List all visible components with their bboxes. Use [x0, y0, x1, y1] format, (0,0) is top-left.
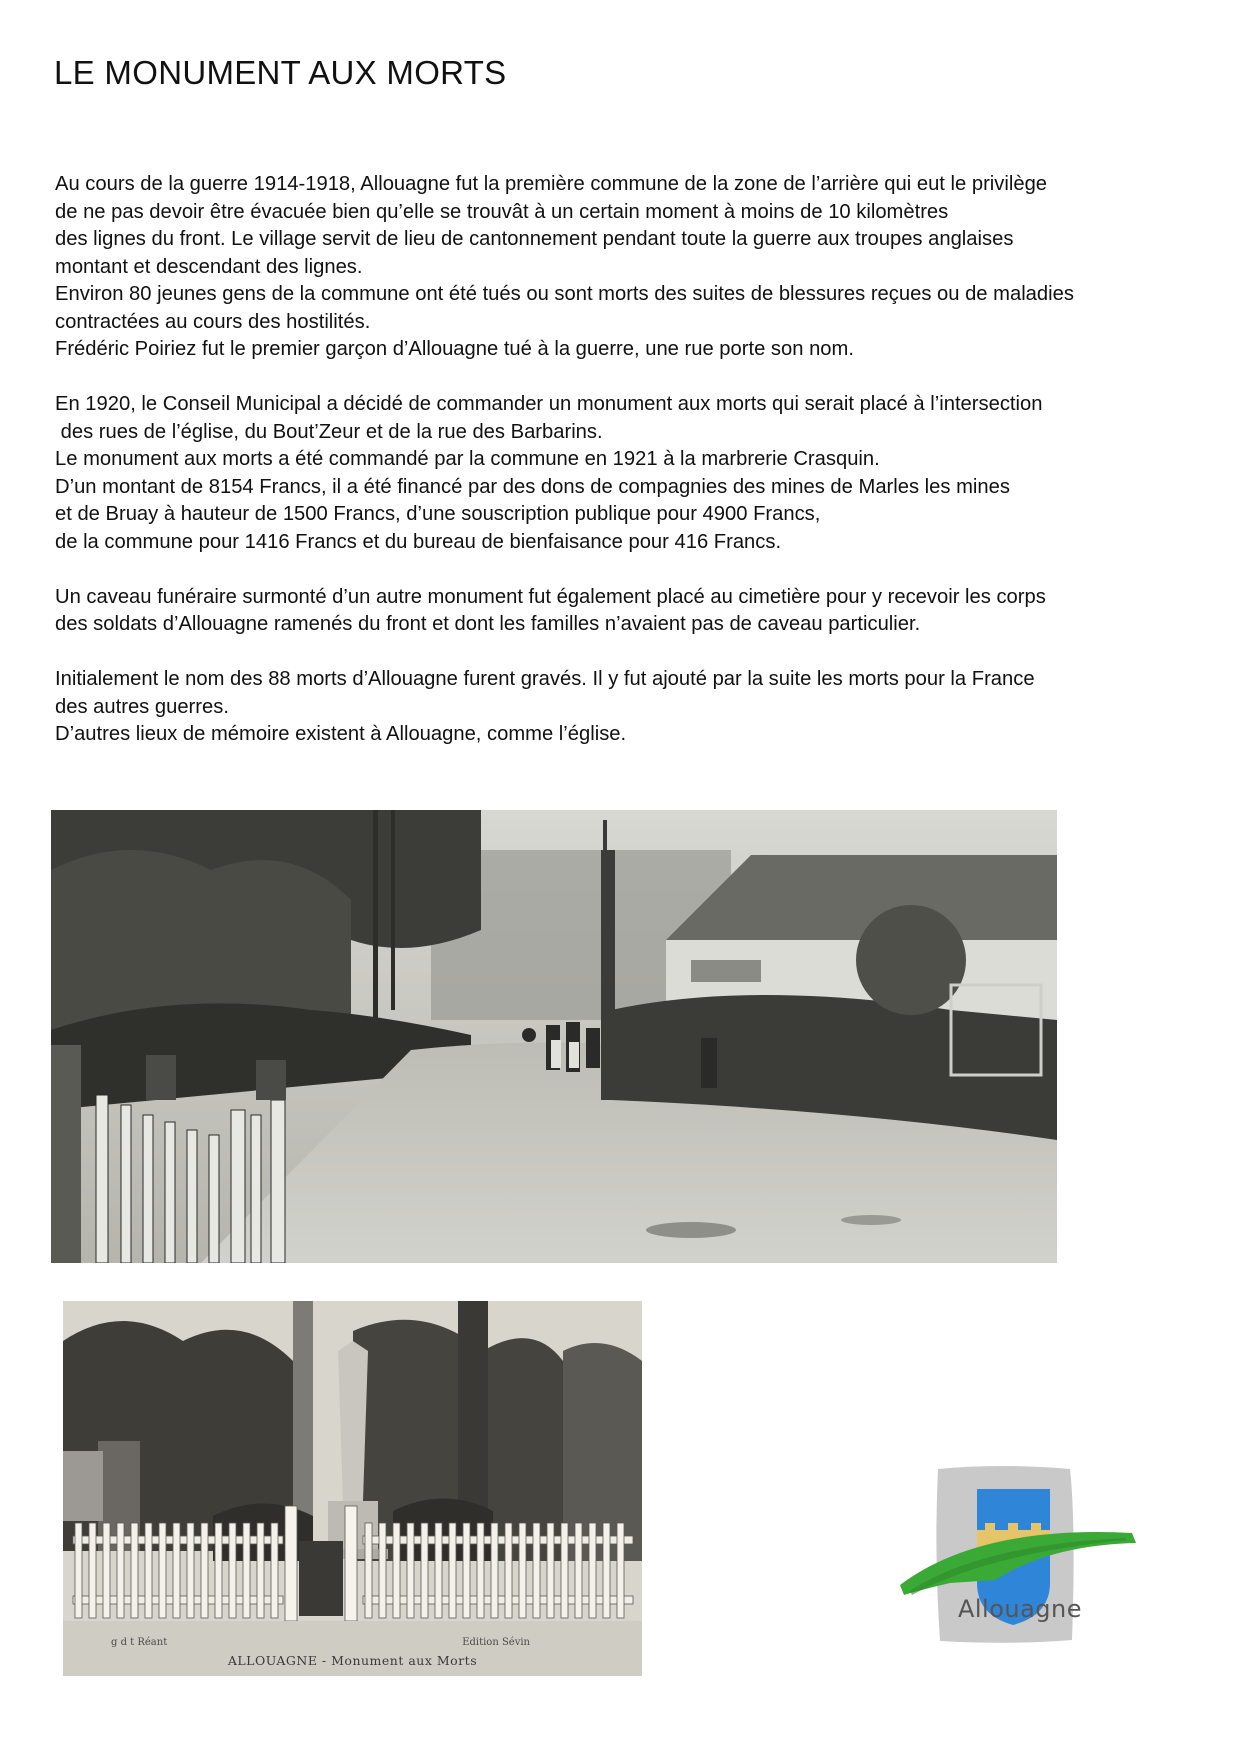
body-text — [55, 171, 1205, 776]
text-line: Un caveau funéraire surmonté d’un autre monument fut également placé au cimetière pour y recevoir les corps — [55, 585, 1046, 608]
text-line: des soldats d’Allouagne ramenés du front et dont les familles n’avaient pas de caveau particulier. — [55, 613, 921, 635]
text-line: des autres guerres. — [55, 695, 229, 718]
paragraph-4 — [55, 666, 1205, 749]
allouagne-logo — [900, 1465, 1140, 1645]
text-line: des lignes du front. Le village servit de lieu de cantonnement pendant toute la guerre aux troupes anglaises — [55, 228, 1014, 250]
logo-label: Allouagne — [957, 1595, 1083, 1623]
monument-postcard — [63, 1301, 642, 1676]
postcard-right-mark: Edition Sévin — [462, 1637, 530, 1648]
street-photo — [51, 810, 1057, 1263]
text-line: Au cours de la guerre 1914-1918, Allouagne fut la première commune de la zone de l’arrière qui eut le privilège — [55, 173, 1048, 195]
text-line: des rues de l’église, du Bout’Zeur et de la rue des Barbarins. — [55, 420, 603, 443]
monument-postcard-image — [63, 1301, 642, 1676]
text-line: D’autres lieux de mémoire existent à Allouagne, comme l’église. — [55, 723, 627, 745]
text-line: contractées au cours des hostilités. — [55, 310, 371, 333]
street-photo-image — [51, 810, 1057, 1263]
page-title: LE MONUMENT AUX MORTS — [54, 54, 507, 91]
text-line: Environ 80 jeunes gens de la commune ont été tués ou sont morts des suites de blessures reçues ou de maladies — [55, 283, 1074, 305]
text-line: Le monument aux morts a été commandé par la commune en 1921 à la marbrerie Crasquin. — [55, 448, 880, 470]
paragraph-2 — [55, 391, 1205, 556]
postcard-left-mark: g d t Réant — [111, 1637, 168, 1648]
text-line: de la commune pour 1416 Francs et du bureau de bienfaisance pour 416 Francs. — [55, 530, 782, 553]
text-line: et de Bruay à hauteur de 1500 Francs, d’une souscription publique pour 4900 Francs, — [55, 503, 821, 525]
text-line: D’un montant de 8154 Francs, il a été financé par des dons de compagnies des mines de Marles les mines — [55, 475, 1010, 498]
paragraph-1 — [55, 171, 1205, 364]
postcard-caption: ALLOUAGNE - Monument aux Morts — [227, 1653, 478, 1668]
paragraph-3 — [55, 584, 1205, 639]
text-line: En 1920, le Conseil Municipal a décidé de commander un monument aux morts qui serait placé à l’intersection — [55, 393, 1043, 415]
text-line: Initialement le nom des 88 morts d’Allouagne furent gravés. Il y fut ajouté par la suite les morts pour la France — [55, 668, 1035, 690]
text-line: montant et descendant des lignes. — [55, 255, 363, 278]
text-line: de ne pas devoir être évacuée bien qu’elle se trouvât à un certain moment à moins de 10 kilomètres — [55, 200, 949, 223]
text-line: Frédéric Poiriez fut le premier garçon d’Allouagne tué à la guerre, une rue porte son nom. — [55, 338, 854, 360]
